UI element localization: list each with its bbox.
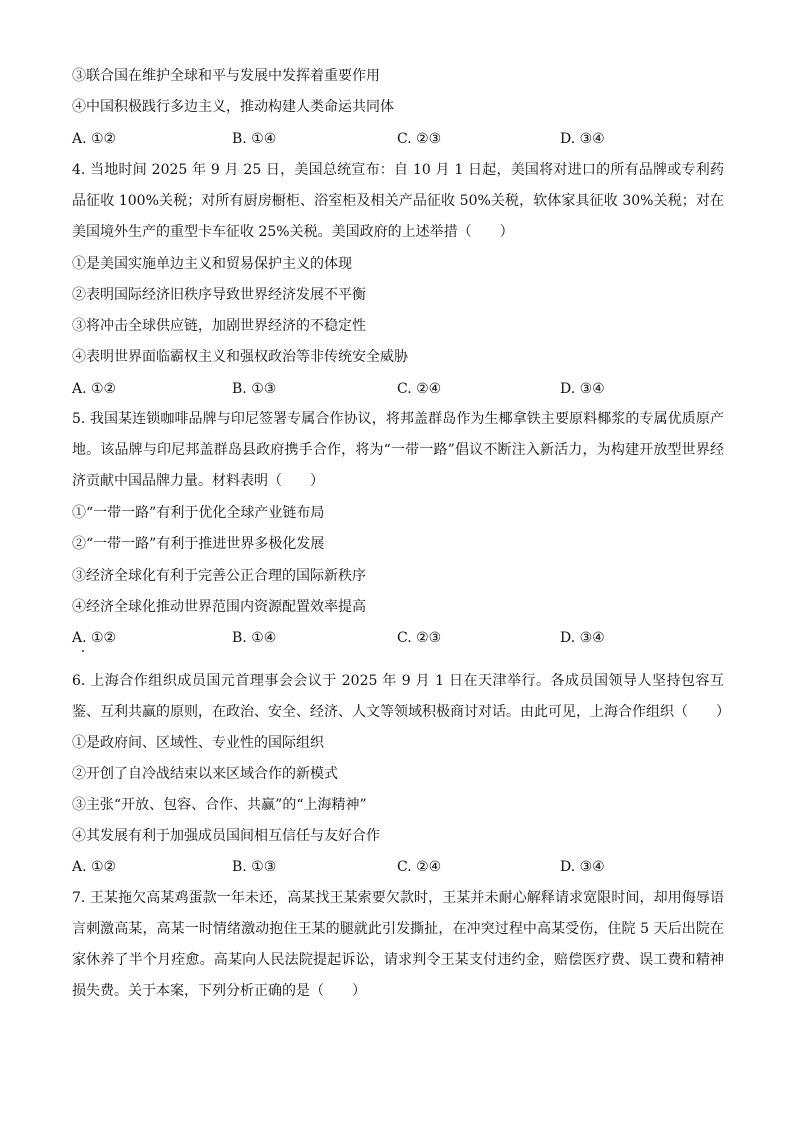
stray-mark bbox=[82, 650, 84, 652]
q6-option-a: A. ①② bbox=[72, 859, 117, 875]
q3-item-4: ④中国积极践行多边主义，推动构建人类命运共同体 bbox=[72, 99, 394, 115]
q4-item-3: ③将冲击全球供应链，加剧世界经济的不稳定性 bbox=[72, 318, 366, 334]
q5-option-c: C. ②③ bbox=[397, 630, 442, 646]
q6-item-4: ④其发展有利于加强成员国间相互信任与友好合作 bbox=[72, 828, 380, 844]
q6-stem: 6. 上海合作组织成员国元首理事会会议于 2025 年 9 月 1 日在天津举行。各成员国领导人坚持包容互鉴、互利共赢的原则，在政治、安全、经济、人文等领域积极商讨对话。由此可见，上海合作组织（ ） bbox=[72, 673, 730, 720]
q5-item-1: ①“一带一路”有利于优化全球产业链布局 bbox=[72, 505, 325, 521]
q6-item-2: ②开创了自冷战结束以来区域合作的新模式 bbox=[72, 766, 338, 782]
q5-option-d: D. ③④ bbox=[560, 630, 605, 646]
q3-option-a: A. ①② bbox=[72, 131, 117, 147]
q4-option-d: D. ③④ bbox=[560, 381, 605, 397]
q4-item-2: ②表明国际经济旧秩序导致世界经济发展不平衡 bbox=[72, 287, 366, 303]
q5-options bbox=[72, 628, 732, 648]
q6-item-3: ③主张“开放、包容、合作、共赢”的“上海精神” bbox=[72, 797, 367, 813]
q4-option-b: B. ①③ bbox=[232, 381, 277, 397]
q6-option-b: B. ①③ bbox=[232, 859, 277, 875]
q5-option-b: B. ①④ bbox=[232, 630, 277, 646]
q6-options bbox=[72, 857, 732, 877]
q3-options bbox=[72, 129, 732, 149]
q3-option-d: D. ③④ bbox=[560, 131, 605, 147]
q5-stem: 5. 我国某连锁咖啡品牌与印尼签署专属合作协议，将邦盖群岛作为生椰拿铁主要原料椰浆的专属优质原产地。该品牌与印尼邦盖群岛县政府携手合作，将为“一带一路”倡议不断注入新活力，为构建开放型世界经济贡献中国品牌力量。材料表明（ ） bbox=[72, 411, 724, 489]
q6-option-c: C. ②④ bbox=[397, 859, 442, 875]
q4-options bbox=[72, 379, 732, 399]
q4-stem: 4. 当地时间 2025 年 9 月 25 日，美国总统宣布：自 10 月 1 日起，美国将对进口的所有品牌或专利药品征收 100%关税；对所有厨房橱柜、浴室柜及相关产品征收 50%关税，软体家具征收 30%关税；对在美国境外生产的重型卡车征收 25%关税。美国政府的上述举措（ ） bbox=[72, 162, 724, 240]
q3-option-c: C. ②③ bbox=[397, 131, 442, 147]
q4-option-a: A. ①② bbox=[72, 381, 117, 397]
q7-stem: 7. 王某拖欠高某鸡蛋款一年未还，高某找王某索要欠款时，王某并未耐心解释请求宽限时间，却用侮辱语言刺激高某，高某一时情绪激动抱住王某的腿就此引发撕扯，在冲突过程中高某受伤，住院 5 天后出院在家休养了半个月痊愈。高某向人民法院提起诉讼，请求判令王某支付违约金，赔偿医疗费、误工费和精神损失费。关于本案，下列分析正确的是（ ） bbox=[72, 890, 724, 999]
q6-option-d: D. ③④ bbox=[560, 859, 605, 875]
q3-option-b: B. ①④ bbox=[232, 131, 277, 147]
q5-item-2: ②“一带一路”有利于推进世界多极化发展 bbox=[72, 536, 325, 552]
q3-item-3: ③联合国在维护全球和平与发展中发挥着重要作用 bbox=[72, 68, 380, 84]
q6-item-1: ①是政府间、区域性、专业性的国际组织 bbox=[72, 735, 324, 751]
q5-item-3: ③经济全球化有利于完善公正合理的国际新秩序 bbox=[72, 568, 366, 584]
q4-item-4: ④表明世界面临霸权主义和强权政治等非传统安全威胁 bbox=[72, 349, 408, 365]
q4-option-c: C. ②④ bbox=[397, 381, 442, 397]
q4-item-1: ①是美国实施单边主义和贸易保护主义的体现 bbox=[72, 256, 352, 272]
q5-option-a: A. ①② bbox=[72, 630, 117, 646]
q5-item-4: ④经济全球化推动世界范围内资源配置效率提高 bbox=[72, 599, 366, 615]
